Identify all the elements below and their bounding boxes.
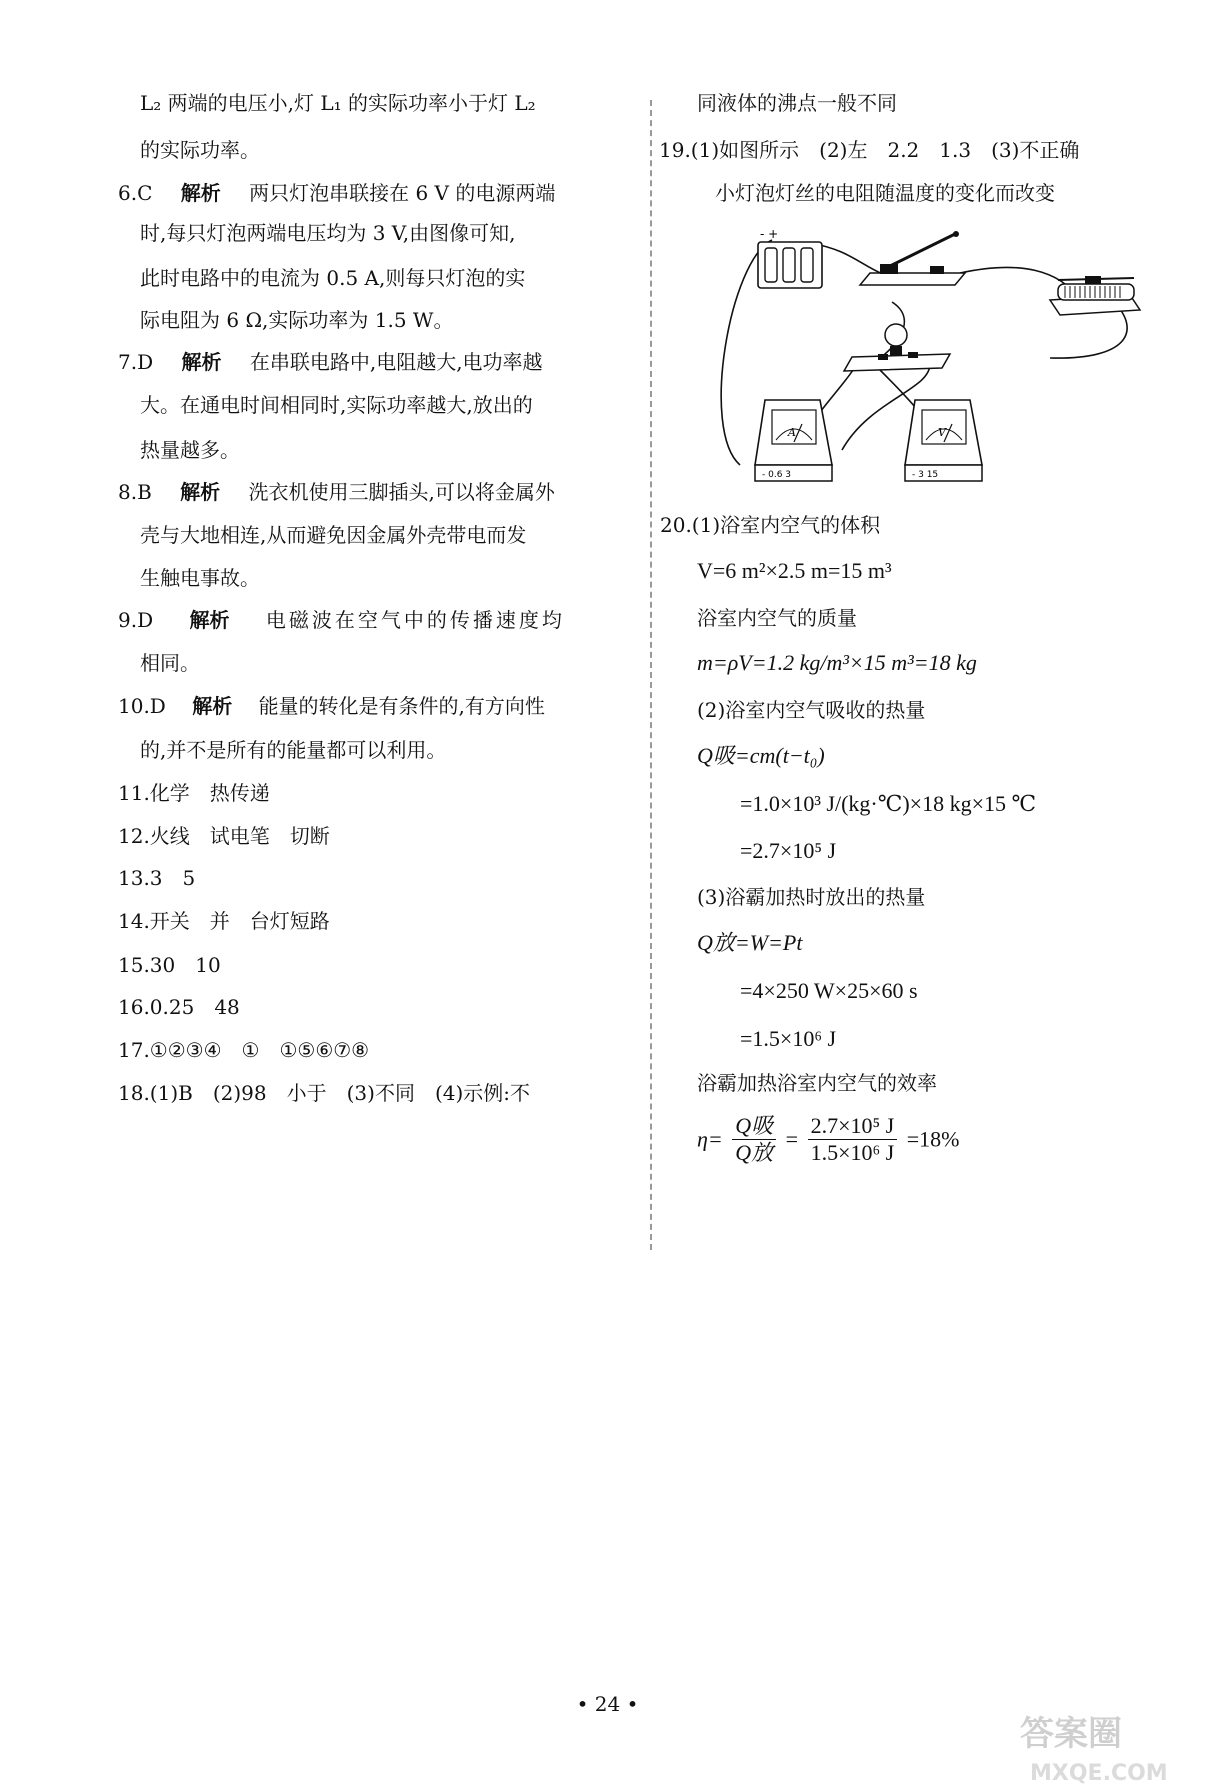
q13-answer: 13.3 5	[118, 866, 196, 890]
q8-answer	[118, 482, 555, 502]
eta-rhs-denominator: 1.5×10⁶ J	[810, 1140, 895, 1165]
page-number: • 24 •	[576, 1692, 639, 1716]
q20-mass-heading: 浴室内空气的质量	[697, 606, 857, 630]
q20-heat-absorbed-formula: Q吸=cm(t−t₀)	[697, 743, 825, 768]
q20-heat-absorbed-substitution: =1.0×10³ J/(kg·℃)×18 kg×15 ℃	[740, 791, 1037, 816]
q6-number: 6.C	[118, 181, 153, 205]
q8-text-line-2: 壳与大地相连,从而避免因金属外壳带电而发	[140, 523, 527, 547]
q9-answer	[118, 610, 565, 630]
voltmeter-terminals: - 3 15	[912, 470, 939, 480]
svg-text:- +: - +	[760, 227, 779, 241]
q20-heat-absorbed-result: =2.7×10⁵ J	[740, 838, 837, 863]
circuit-diagram	[720, 227, 1140, 495]
q9-number: 9.D	[118, 608, 154, 632]
eta-rhs-numerator: 2.7×10⁵ J	[808, 1115, 898, 1140]
q11-answer: 11.化学 热传递	[118, 781, 270, 805]
q6-analysis-keyword: 解析	[180, 181, 221, 205]
column-divider	[650, 100, 652, 1250]
q14-answer: 14.开关 并 台灯短路	[118, 909, 330, 933]
q8-number: 8.B	[118, 480, 152, 504]
q7-text-line-3: 热量越多。	[140, 438, 240, 462]
q6-text-line-3: 此时电路中的电流为 0.5 A,则每只灯泡的实	[140, 266, 526, 290]
q6-text-line-1: 两只灯泡串联接在 6 V 的电源两端	[249, 181, 556, 205]
q20-efficiency-equation: η= $\frac{\text{Q吸}}{\text{Q放}}$ = $\frac{\text{2.7×10⁵ J}}{\text{1.5×10⁶ J}}$ =18%	[697, 1113, 960, 1165]
battery-icon	[758, 227, 822, 288]
q9-text-line-1: 电磁波在空气中的传播速度均	[265, 608, 565, 632]
q18-answer: 18.(1)B (2)98 小于 (3)不同 (4)示例:不	[118, 1081, 531, 1105]
q6-answer	[118, 183, 555, 203]
eta-lhs-fraction	[732, 1115, 776, 1164]
knife-switch-icon	[860, 231, 965, 285]
q8-analysis-keyword: 解析	[180, 480, 221, 504]
q10-answer	[118, 696, 545, 716]
eta-lhs-denominator: Q放	[735, 1140, 774, 1165]
q20-heat-released-substitution: =4×250 W×25×60 s	[740, 978, 918, 1003]
q8-text-line-3: 生触电事故。	[140, 566, 260, 590]
q19-answer-line-2: 小灯泡灯丝的电阻随温度的变化而改变	[715, 181, 1055, 205]
voltmeter-label: V	[938, 426, 946, 439]
q20-mass-equation: m=ρV=1.2 kg/m³×15 m³=18 kg	[697, 650, 977, 675]
q8-text-line-1: 洗衣机使用三脚插头,可以将金属外	[248, 480, 555, 504]
q5-continuation-line-1: L₂ 两端的电压小,灯 L₁ 的实际功率小于灯 L₂	[140, 91, 536, 115]
q7-analysis-keyword: 解析	[181, 350, 222, 374]
q7-number: 7.D	[118, 350, 154, 374]
ammeter-terminals: - 0.6 3	[762, 470, 792, 480]
q7-answer	[118, 352, 543, 372]
q9-analysis-keyword: 解析	[189, 608, 230, 632]
q10-analysis-keyword: 解析	[192, 694, 233, 718]
q9-text-line-2: 相同。	[140, 651, 200, 675]
svg-text:MXQE.COM: MXQE.COM	[1030, 1761, 1168, 1786]
q18-continuation: 同液体的沸点一般不同	[697, 91, 897, 115]
q10-text-line-2: 的,并不是所有的能量都可以利用。	[140, 738, 447, 762]
q5-continuation-line-2: 的实际功率。	[140, 138, 260, 162]
ammeter-label: A	[788, 426, 796, 439]
voltmeter-icon	[905, 400, 982, 481]
lamp-icon	[844, 324, 950, 371]
q20-heat-released-formula: Q放=W=Pt	[697, 930, 803, 955]
eta-result: =18%	[906, 1126, 960, 1152]
q10-number: 10.D	[118, 694, 166, 718]
q20-heat-released-heading: (3)浴霸加热时放出的热量	[697, 885, 926, 909]
ammeter-icon	[755, 400, 832, 481]
q17-answer: 17.①②③④ ① ①⑤⑥⑦⑧	[118, 1038, 370, 1062]
q20-efficiency-heading: 浴霸加热浴室内空气的效率	[697, 1071, 937, 1095]
q15-answer: 15.30 10	[118, 953, 221, 977]
q20-line-1: 20.(1)浴室内空气的体积	[660, 513, 881, 537]
q6-text-line-2: 时,每只灯泡两端电压均为 3 V,由图像可知,	[140, 221, 516, 245]
eta-rhs-fraction	[808, 1115, 898, 1164]
q16-answer: 16.0.25 48	[118, 995, 240, 1019]
eta-lhs-numerator: Q吸	[732, 1115, 776, 1140]
q7-text-line-2: 大。在通电时间相同时,实际功率越大,放出的	[140, 393, 533, 417]
q19-answer-line-1: 19.(1)如图所示 (2)左 2.2 1.3 (3)不正确	[659, 138, 1080, 162]
svg-text:答案圈: 答案圈	[1020, 1714, 1122, 1754]
q20-heat-absorbed-heading: (2)浴室内空气吸收的热量	[697, 698, 926, 722]
watermark-logo	[1010, 1700, 1210, 1790]
q10-text-line-1: 能量的转化是有条件的,有方向性	[258, 694, 545, 718]
q20-heat-released-result: =1.5×10⁶ J	[740, 1026, 837, 1051]
q20-volume-equation: V=6 m²×2.5 m=15 m³	[697, 558, 892, 583]
q7-text-line-1: 在串联电路中,电阻越大,电功率越	[249, 350, 543, 374]
q6-text-line-4: 际电阻为 6 Ω,实际功率为 1.5 W。	[140, 308, 454, 332]
q12-answer: 12.火线 试电笔 切断	[118, 824, 330, 848]
